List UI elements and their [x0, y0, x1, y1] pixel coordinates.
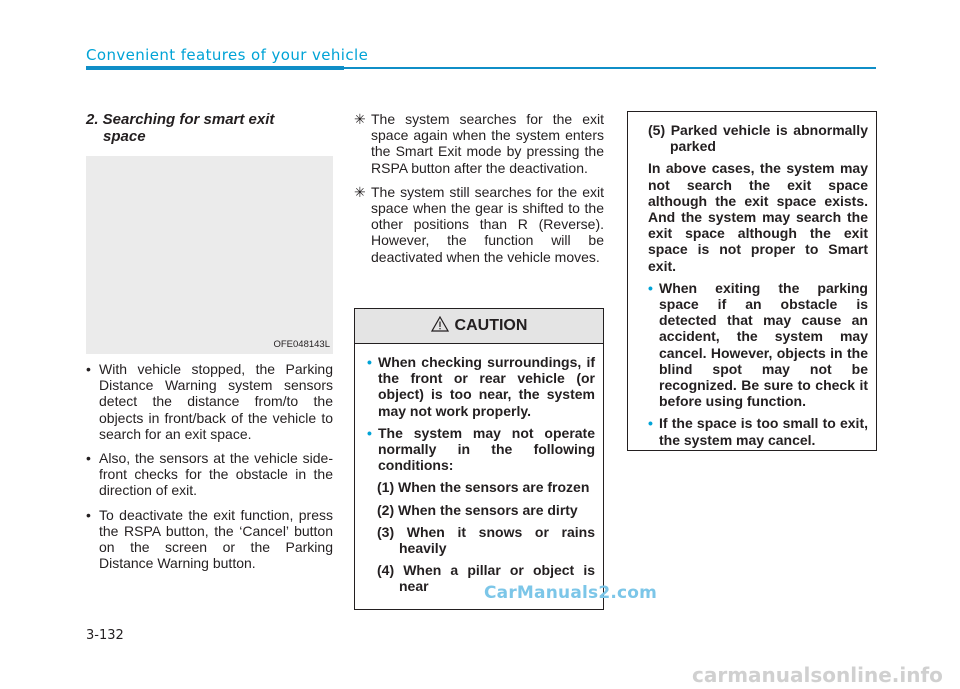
bullet-dot-icon: •	[648, 279, 653, 296]
bullet-dot-icon: •	[367, 354, 372, 370]
caution-paragraph: In above cases, the system may not search the exit space although the exit space exists. And the system may search the exit space although the exit space is not proper to Smart exit.	[648, 160, 868, 274]
caution-bullet	[367, 354, 595, 419]
bullet-dot-icon: •	[648, 415, 653, 432]
caution-bullet-text: When checking surroundings, if the front or rear vehicle (or object) is too near, the system may not work properly.	[378, 354, 595, 419]
warning-triangle-icon	[431, 316, 449, 337]
caution-box-continued	[627, 111, 877, 451]
caution-bullet	[648, 415, 868, 447]
caution-body-continued	[628, 112, 876, 448]
header-title: Convenient features of your vehicle	[86, 46, 369, 64]
caution-bullet-text: The system may not operate normally in the following conditions:	[378, 424, 595, 474]
caution-title: CAUTION	[454, 317, 528, 334]
bullet-item: • With vehicle stopped, the Parking Distance Warning system sensors detect the distance from/to the objects in front/back of the vehicle to search for an exit space.	[86, 361, 333, 442]
caution-header	[355, 309, 603, 344]
footer-watermark: carmanualsonline.info	[692, 663, 943, 687]
watermark: CarManuals2.com	[484, 583, 658, 603]
condition-item: (3) When it snows or rains heavily	[377, 523, 595, 557]
bullet-item: • To deactivate the exit function, press the RSPA button, the ‘Cancel’ button on the screen or the Parking Distance Warning button.	[86, 507, 333, 572]
note-text: The system searches for the exit space again when the system enters the Smart Exit mode by pressing the RSPA button after the deactivation.	[371, 111, 604, 176]
caution-bullet	[648, 280, 868, 410]
caution-body	[355, 344, 603, 595]
caution-bullet-text: When exiting the parking space if an obstacle is detected that may cause an accident, the system may cancel. However, objects in the blind spot may not be recognized. Be sure to check it before using function.	[659, 279, 868, 410]
figure-placeholder	[86, 156, 333, 354]
header-rule-thin	[344, 67, 876, 69]
caution-bullet	[367, 425, 595, 474]
condition-item: (5) Parked vehicle is abnormally parked	[648, 122, 868, 155]
note-item	[354, 184, 604, 265]
caution-bullet-text: If the space is too small to exit, the system may cancel.	[659, 415, 868, 448]
page-number: 3-132	[86, 628, 124, 643]
section-heading	[86, 111, 331, 145]
condition-item: (4) When a pillar or object is near	[377, 562, 595, 595]
section-heading-line2: space	[103, 128, 146, 145]
bullet-item: • Also, the sensors at the vehicle side-front checks for the obstacle in the direction of exit.	[86, 450, 333, 499]
middle-column	[354, 111, 604, 273]
bullet-dot-icon: •	[367, 424, 372, 441]
left-column	[86, 361, 333, 579]
header-rule-thick	[86, 66, 344, 70]
note-symbol-icon: ✳	[354, 111, 366, 127]
caution-box	[354, 308, 604, 610]
note-item	[354, 111, 604, 176]
section-heading-line1: 2. Searching for smart exit	[86, 111, 275, 128]
condition-item: (1) When the sensors are frozen	[377, 479, 590, 496]
condition-item: (2) When the sensors are dirty	[377, 501, 578, 518]
note-text: The system still searches for the exit space when the gear is shifted to the other positions than R (Reverse). However, the function will be deactivated when the vehicle moves.	[371, 183, 604, 265]
figure-code: OFE048143L	[273, 339, 330, 350]
note-symbol-icon: ✳	[354, 183, 366, 200]
